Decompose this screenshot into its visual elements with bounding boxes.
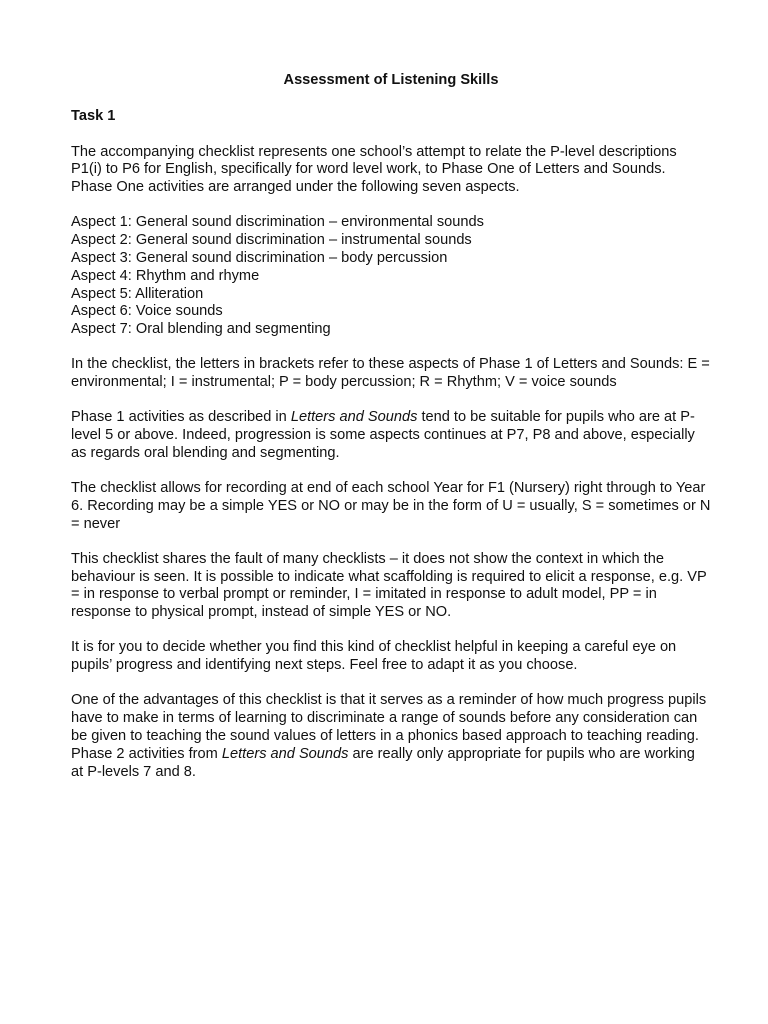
recording-paragraph: The checklist allows for recording at end of each school Year for F1 (Nursery) right through to Year 6. Recording may be a simple YES or NO or may be in the form of U = usually, S = sometimes or N = never (71, 480, 711, 532)
advantages-text-before: One of the advantages of this checklist is that it serves as a reminder of how much progress pupils have to make in terms of learning to discriminate a range of sounds before any consideration can be given to teaching the sound values of letters in a phonics based approach to teaching reading. Phase 2 activities from (71, 692, 707, 762)
fault-paragraph: This checklist shares the fault of many checklists – it does not show the context in which the behaviour is seen. It is possible to indicate what scaffolding is required to elicit a response, e.g. VP = in response to verbal prompt or reminder, I = imitated in response to adult model, PP = in response to physical prompt, instead of simple YES or NO. (71, 550, 707, 621)
aspect-item-1: Aspect 1: General sound discrimination – environmental sounds (71, 214, 484, 231)
document-title: Assessment of Listening Skills (283, 72, 499, 88)
aspect-item-5: Aspect 5: Alliteration (71, 285, 204, 302)
aspects-list (71, 214, 711, 339)
phase1-text-after: tend to be suitable for pupils who are at P-level 5 or above. Indeed, progression is some aspects continues at P7, P8 and above, especially as regards oral blending and segmenting. (71, 409, 695, 461)
aspect-item-3: Aspect 3: General sound discrimination – body percussion (71, 249, 448, 266)
phase1-italic-title: Letters and Sounds (290, 409, 418, 426)
aspect-item-7: Aspect 7: Oral blending and segmenting (71, 321, 331, 338)
aspect-item-6: Aspect 6: Voice sounds (71, 303, 223, 320)
intro-paragraph: The accompanying checklist represents one school’s attempt to relate the P-level descriptions P1(i) to P6 for English, specifically for word level work, to Phase One of Letters and Sounds. Phase One activities are arranged under the following seven aspects. (71, 143, 677, 196)
advantages-text-after: are really only appropriate for pupils who are working at P-levels 7 and 8. (71, 745, 695, 780)
advantages-paragraph (71, 692, 711, 781)
decide-paragraph: It is for you to decide whether you find this kind of checklist helpful in keeping a careful eye on pupils’ progress and identifying next steps. Feel free to adapt it as you choose. (71, 639, 677, 674)
phase1-text-before: Phase 1 activities as described in (71, 409, 291, 426)
brackets-paragraph: In the checklist, the letters in brackets refer to these aspects of Phase 1 of Letters and Sounds: E = environmental; I = instrumental; P = body percussion; R = Rhythm; V = voice sounds (71, 356, 710, 391)
advantages-italic-title: Letters and Sounds (221, 745, 349, 762)
phase1-paragraph (71, 409, 711, 462)
aspect-item-2: Aspect 2: General sound discrimination – instrumental sounds (71, 232, 472, 249)
aspect-item-4: Aspect 4: Rhythm and rhyme (71, 267, 260, 284)
document-page (71, 72, 711, 799)
task-heading: Task 1 (71, 107, 116, 124)
